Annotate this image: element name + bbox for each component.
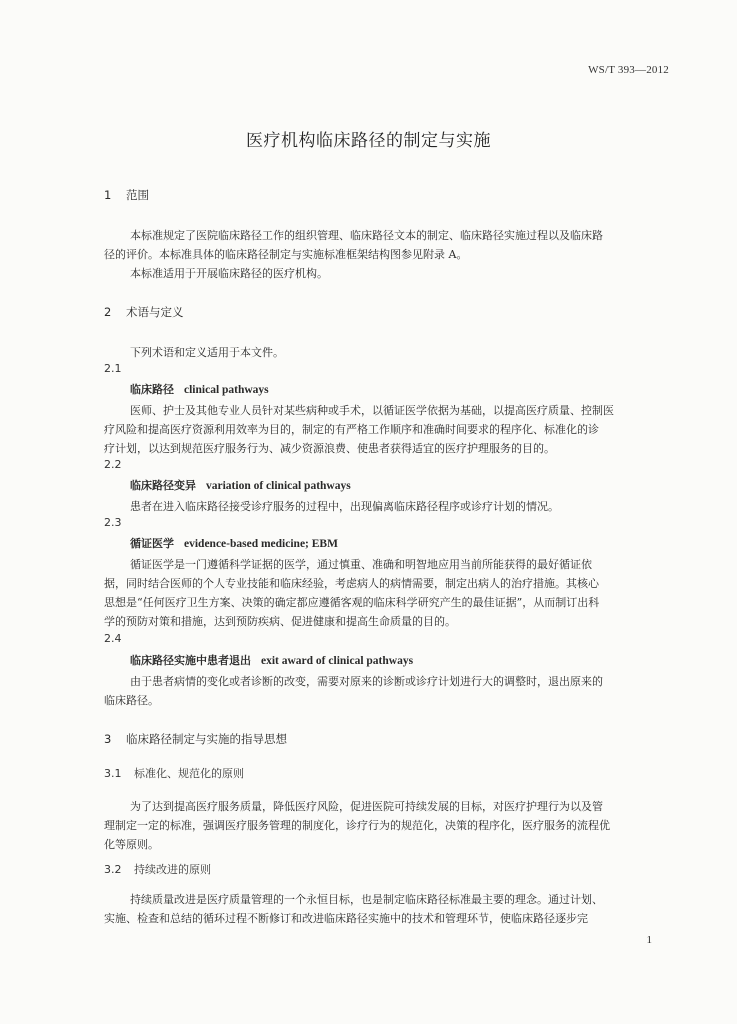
term-entry [130, 477, 351, 493]
document-title: 医疗机构临床路径的制定与实施 [246, 131, 491, 151]
subsection-3-1-heading [104, 765, 244, 781]
section-1-heading [104, 187, 149, 203]
term-entry [130, 652, 413, 668]
section-title: 临床路径制定与实施的指导思想 [126, 732, 287, 746]
term-entry [130, 381, 269, 397]
term-chinese: 临床路径变异 [130, 479, 196, 492]
subsection-title: 标准化、规范化的原则 [134, 767, 244, 780]
term-entry [130, 535, 338, 551]
clause-number: 2.2 [104, 458, 122, 471]
paragraph-line: 患者在进入临床路径接受诊疗服务的过程中，出现偏离临床路径程序或诊疗计划的情况。 [130, 500, 559, 513]
subsection-number: 3.2 [104, 863, 122, 876]
subsection-number: 3.1 [104, 767, 122, 780]
clause-number: 2.4 [104, 632, 122, 645]
section-number: 1 [104, 188, 112, 202]
clause-number: 2.3 [104, 516, 122, 529]
paragraph-line: 本标准规定了医院临床路径工作的组织管理、临床路径文本的制定、临床路径实施过程以及临床路 [130, 229, 603, 242]
subsection-title: 持续改进的原则 [134, 863, 211, 876]
paragraph-line: 思想是“任何医疗卫生方案、决策的确定都应遵循客观的临床科学研究产生的最佳证据”，从而制订出科 [104, 596, 600, 609]
section-2-heading [104, 304, 184, 320]
paragraph-line: 本标准适用于开展临床路径的医疗机构。 [130, 267, 328, 280]
term-chinese: 临床路径 [130, 383, 174, 396]
section-number: 2 [104, 305, 112, 319]
paragraph-line: 临床路径。 [104, 694, 159, 707]
paragraph-line: 医师、护士及其他专业人员针对某些病种或手术，以循证医学依据为基础，以提高医疗质量、控制医 [130, 404, 614, 417]
section-title: 术语与定义 [126, 305, 184, 319]
paragraph-line: 据，同时结合医师的个人专业技能和临床经验，考虑病人的病情需要，制定出病人的治疗措施。其核心 [104, 577, 599, 590]
document-id-header: WS/T 393—2012 [588, 64, 669, 76]
paragraph-line: 下列术语和定义适用于本文件。 [130, 346, 284, 359]
clause-number: 2.1 [104, 362, 122, 375]
paragraph-line: 为了达到提高医疗服务质量，降低医疗风险，促进医院可持续发展的目标，对医疗护理行为以及管 [130, 800, 603, 813]
paragraph-line: 持续质量改进是医疗质量管理的一个永恒目标，也是制定临床路径标准最主要的理念。通过计划、 [130, 893, 603, 906]
term-english: exit award of clinical pathways [261, 655, 414, 667]
term-english: variation of clinical pathways [206, 480, 351, 492]
section-title: 范围 [126, 188, 149, 202]
paragraph-line: 循证医学是一门遵循科学证据的医学，通过慎重、准确和明智地应用当前所能获得的最好循证依 [130, 558, 592, 571]
section-3-heading [104, 731, 287, 747]
paragraph-line: 理制定一定的标准，强调医疗服务管理的制度化，诊疗行为的规范化，决策的程序化，医疗服务的流程优 [104, 819, 610, 832]
paragraph-line: 实施、检查和总结的循环过程不断修订和改进临床路径实施中的技术和管理环节，使临床路径逐步完 [104, 912, 588, 925]
paragraph-line: 化等原则。 [104, 838, 159, 851]
term-chinese: 循证医学 [130, 537, 174, 550]
term-chinese: 临床路径实施中患者退出 [130, 654, 251, 667]
paragraph-line: 疗风险和提高医疗资源利用效率为目的，制定的有严格工作顺序和准确时间要求的程序化、标准化的诊 [104, 423, 599, 436]
paragraph-line: 径的评价。本标准具体的临床路径制定与实施标准框架结构图参见附录 A。 [104, 248, 468, 261]
paragraph-line: 学的预防对策和措施，达到预防疾病、促进健康和提高生命质量的目的。 [104, 615, 456, 628]
subsection-3-2-heading [104, 861, 211, 877]
paragraph-line: 疗计划，以达到规范医疗服务行为、减少资源浪费、使患者获得适宜的医疗护理服务的目的。 [104, 442, 555, 455]
page-number: 1 [646, 934, 652, 946]
term-english: clinical pathways [184, 384, 269, 396]
section-number: 3 [104, 732, 112, 746]
paragraph-line: 由于患者病情的变化或者诊断的改变，需要对原来的诊断或诊疗计划进行大的调整时，退出原来的 [130, 675, 603, 688]
term-english: evidence-based medicine; EBM [184, 538, 338, 550]
